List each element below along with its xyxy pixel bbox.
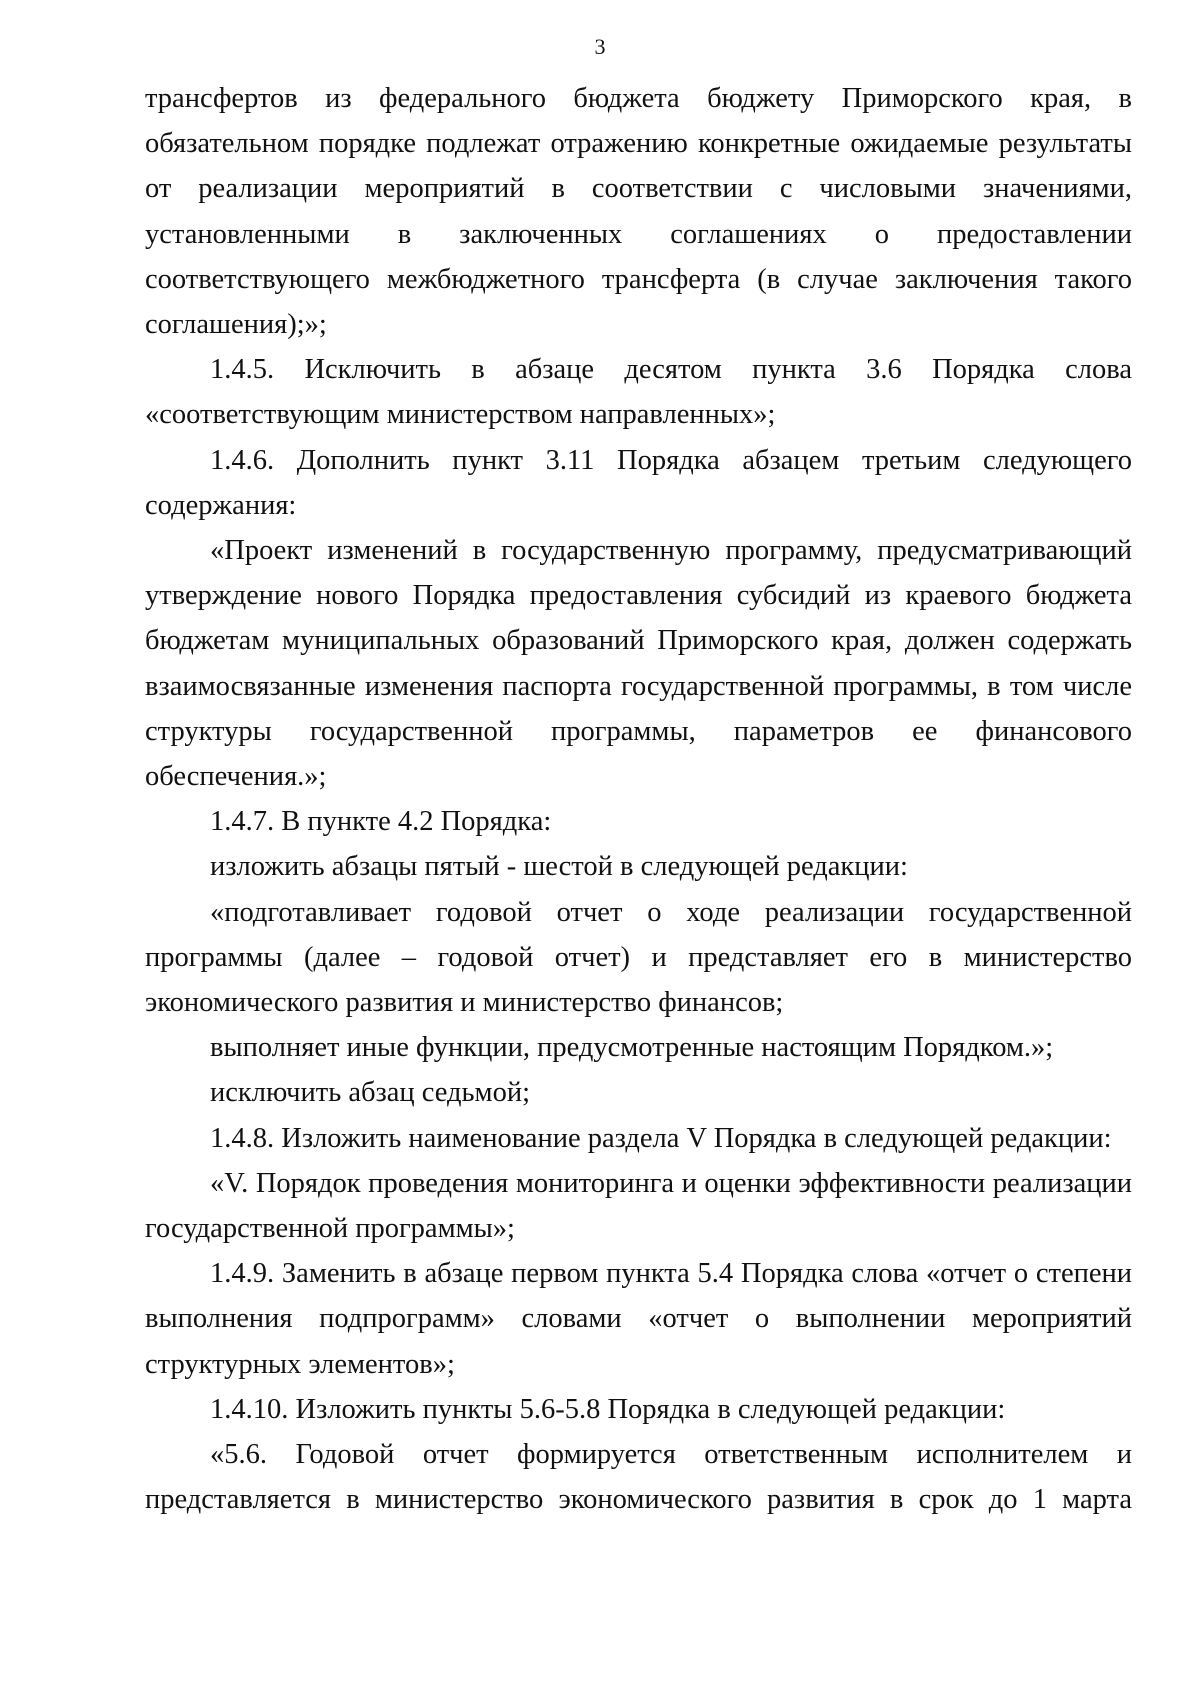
paragraph: «Проект изменений в государственную программу, предусматривающий утверждение нового Порядка предоставления субсидий из краевого бюджета бюджетам муниципальных образований Приморского края, должен содержать взаимосвязанные изменения паспорта государственной программы, в том числе структуры государственной программы, параметров ее финансового обеспечения.»; (145, 535, 1132, 793)
document-body (145, 76, 1132, 1523)
paragraph: «подготавливает годовой отчет о ходе реализации государственной программы (далее – годовой отчет) и представляет его в министерство экономического развития и министерство финансов; (145, 896, 1132, 1019)
paragraph: 1.4.8. Изложить наименование раздела V Порядка в следующей редакции: (210, 1122, 1112, 1154)
paragraph: 1.4.6. Дополнить пункт 3.11 Порядка абзацем третьим следующего содержания: (145, 444, 1132, 521)
paragraph: изложить абзацы пятый - шестой в следующей редакции: (210, 851, 908, 883)
page-number: 3 (594, 34, 606, 59)
paragraph: 1.4.5. Исключить в абзаце десятом пункта 3.6 Порядка слова «соответствующим министерством направленных»; (145, 354, 1132, 431)
paragraph: 1.4.7. В пункте 4.2 Порядка: (210, 806, 552, 838)
paragraph: трансфертов из федерального бюджета бюджету Приморского края, в обязательном порядке подлежат отражению конкретные ожидаемые результаты от реализации мероприятий в соответствии с числовыми значениями, установленными в заключенных соглашениях о предоставлении соответствующего межбюджетного трансферта (в случае заключения такого соглашения);»; (145, 83, 1132, 341)
paragraph: 1.4.9. Заменить в абзаце первом пункта 5.4 Порядка слова «отчет о степени выполнения подпрограмм» словами «отчет о выполнении мероприятий структурных элементов»; (145, 1258, 1132, 1380)
paragraph: «V. Порядок проведения мониторинга и оценки эффективности реализации государственной программы»; (145, 1167, 1132, 1245)
paragraph: 1.4.10. Изложить пункты 5.6-5.8 Порядка в следующей редакции: (210, 1393, 1006, 1425)
paragraph: «5.6. Годовой отчет формируется ответственным исполнителем и представляется в министерство экономического развития в срок до 1 марта (145, 1439, 1132, 1516)
paragraph: выполняет иные функции, предусмотренные настоящим Порядком.»; (210, 1032, 1054, 1064)
paragraph: исключить абзац седьмой; (210, 1077, 530, 1109)
